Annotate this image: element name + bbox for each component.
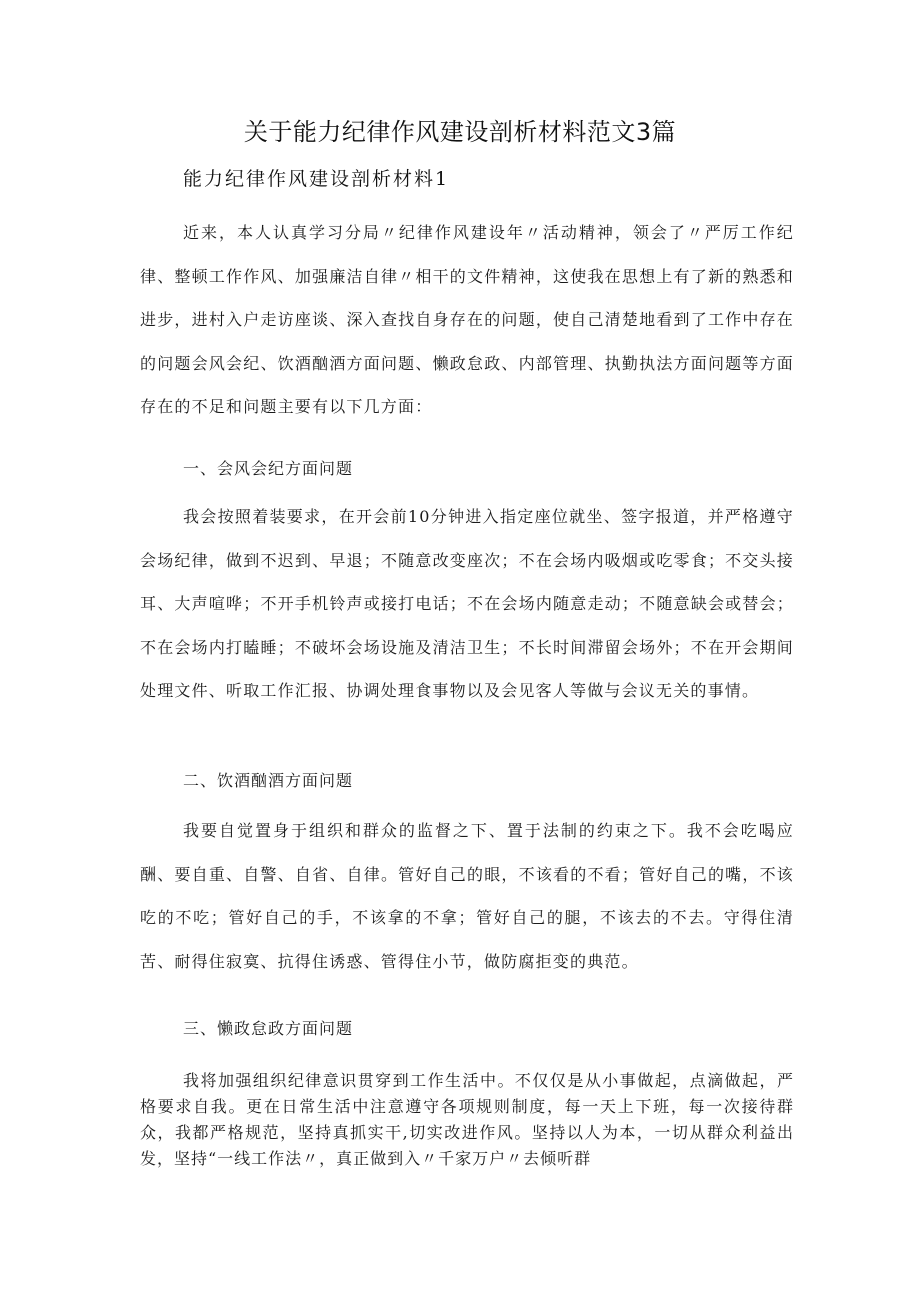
document-subtitle: 能力纪律作风建设剖析材料1	[183, 168, 450, 190]
section-body-3: 我将加强组织纪律意识贯穿到工作生活中。不仅仅是从小事做起，点滴做起，严格要求自我。更在日常生活中注意遵守各项规则制度，每一天上下班，每一次接待群众，我都严格规范，坚持真抓实干,切实改进作风。坚持以人为本，一切从群众利益出发，坚持“一线工作法〃，真正做到入〃千家万户〃去倾听群	[140, 1071, 794, 1168]
section-heading-1: 一、会风会纪方面问题	[183, 459, 354, 478]
intro-paragraph: 近来，本人认真学习分局〃纪律作风建设年〃活动精神，领会了〃严厉工作纪律、整顿工作作风、加强廉洁自律〃相干的文件精神，这使我在思想上有了新的熟悉和进步，进村入户走访座谈、深入查找自身存在的问题，使自己清楚地看到了工作中存在的问题会风会纪、饮酒酗酒方面问题、懒政怠政、内部管理、执勤执法方面问题等方面存在的不足和问题主要有以下几方面：	[140, 223, 794, 416]
document-title: 关于能力纪律作风建设剖析材料范文3篇	[243, 118, 677, 146]
section-heading-3: 三、懒政怠政方面问题	[183, 1019, 354, 1038]
section-heading-2: 二、饮酒酗酒方面问题	[183, 771, 354, 790]
section-body-2: 我要自觉置身于组织和群众的监督之下、置于法制的约束之下。我不会吃喝应酬、要自重、自警、自省、自律。管好自己的眼，不该看的不看；管好自己的嘴，不该吃的不吃；管好自己的手，不该拿的不拿；管好自己的腿，不该去的不去。守得住清苦、耐得住寂寞、抗得住诱惑、管得住小节，做防腐拒变的典范。	[140, 821, 794, 971]
section-body-1: 我会按照着装要求，在开会前10分钟进入指定座位就坐、签字报道，并严格遵守会场纪律，做到不迟到、早退；不随意改变座次；不在会场内吸烟或吃零食；不交头接耳、大声喧哗；不开手机铃声或接打电话；不在会场内随意走动；不随意缺会或替会；不在会场内打瞌睡；不破坏会场设施及清洁卫生；不长时间滞留会场外；不在开会期间处理文件、听取工作汇报、协调处理食事物以及会见客人等做与会议无关的事情。	[140, 507, 794, 700]
